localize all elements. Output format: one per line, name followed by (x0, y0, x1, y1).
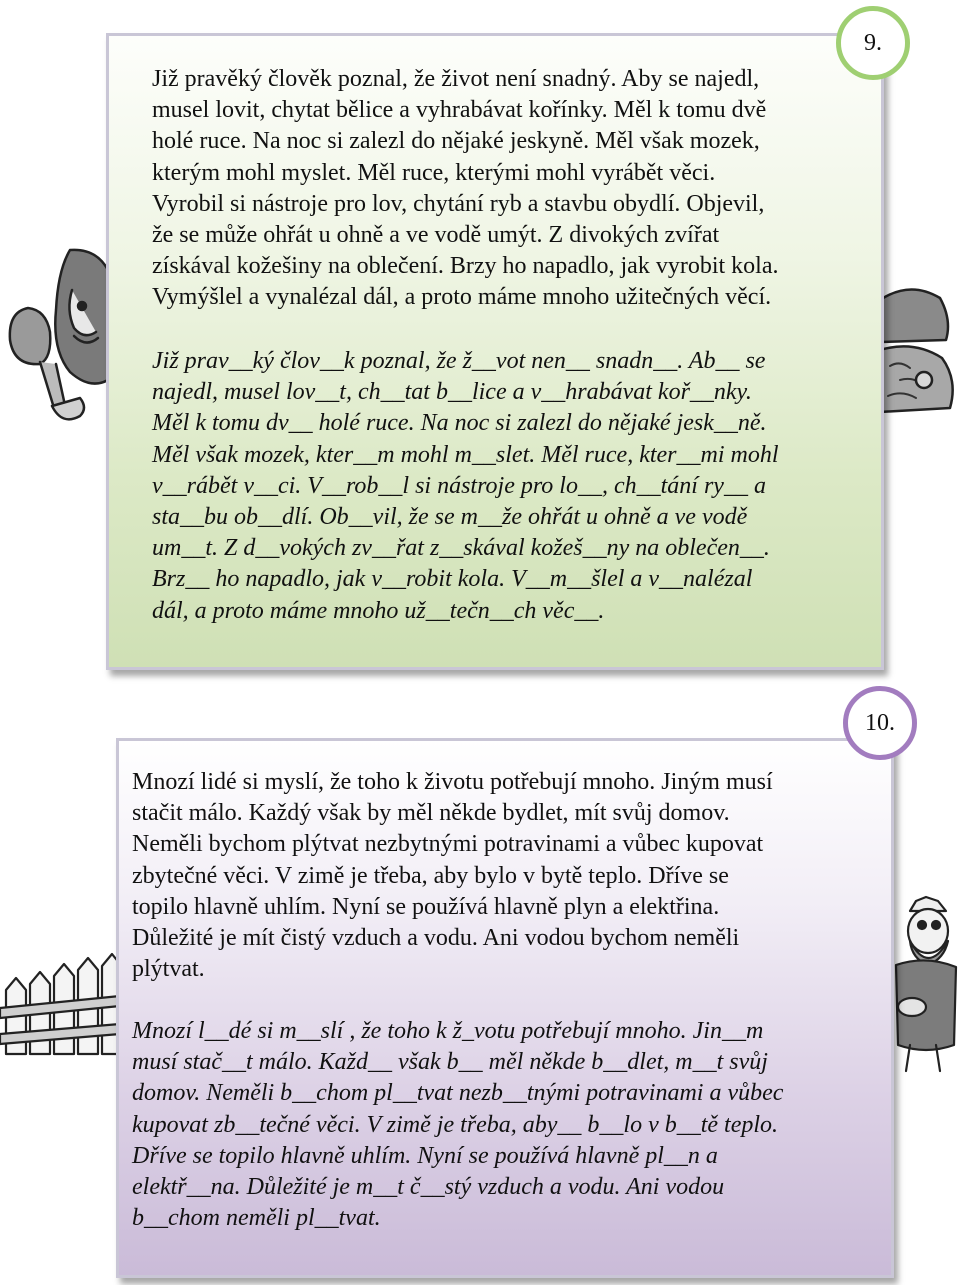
gap-line: najedl, musel lov__t, ch__tat b__lice a v__hrabávat koř__nky. (152, 379, 752, 406)
gap-line: Mnozí l__dé si m__slí , že toho k ž_votu potřebují mnoho. Jin__m (132, 1018, 764, 1044)
gap-line: Brz__ ho napadlo, jak v__robit kola. V__m__šlel a v__nalézal (152, 566, 753, 593)
text-line: že se může ohřát u ohně a ve vodě umýt. Z divokých zvířat (152, 222, 720, 249)
text-line: Důležité je mít čistý vzduch a vodu. Ani vodou bychom neměli (132, 925, 740, 952)
gap-line: Měl však mozek, kter__m mohl m__slet. Měl ruce, kter__mi mohl (152, 441, 779, 468)
gap-line: sta__bu ob__dlí. Ob__vil, že se m__že ohřát u ohně a ve vodě (152, 504, 748, 531)
text-line: kterým mohl myslet. Měl ruce, kterými mohl vyrábět věci. (152, 159, 716, 186)
exercise-10-card (116, 738, 894, 1278)
gap-line: kupovat zb__tečné věci. V zimě je třeba, aby__ b__lo v b__tě teplo. (132, 1111, 779, 1138)
gap-line: domov. Neměli b__chom pl__tvat nezb__tnými potravinami a vůbec (132, 1080, 784, 1107)
exercise-9-text (152, 64, 778, 314)
gap-line: dál, a proto máme mnoho už__tečn__ch věc__. (152, 597, 605, 624)
gap-line: musí stač__t málo. Každ__ však b__ měl někde b__dlet, m__t svůj (132, 1049, 768, 1076)
text-line: Již pravěký člověk poznal, že život není snadný. Aby se najedl, (152, 66, 760, 92)
exercise-10-gap-fill (132, 1016, 783, 1234)
text-line: Neměli bychom plýtvat nezbytnými potravinami a vůbec kupovat (132, 831, 764, 858)
wooden-fence-illustration (0, 950, 120, 1060)
gap-line: b__chom neměli pl__tvat. (132, 1205, 381, 1232)
exercise-10-number-badge: 10. (843, 686, 917, 760)
exercise-9-card (106, 33, 884, 670)
exercise-9-number-badge: 9. (836, 6, 910, 80)
gap-line: Již prav__ký člov__k poznal, že ž__vot nen__ snadn__. Ab__ se (152, 348, 766, 374)
caveman-with-club-illustration (0, 240, 112, 430)
text-line: Mnozí lidé si myslí, že toho k životu potřebují mnoho. Jiným musí (132, 769, 773, 795)
text-line: plýtvat. (132, 956, 205, 983)
text-line: Vymýšlel a vynalézal dál, a proto máme mnoho užitečných věcí. (152, 284, 772, 311)
text-line: zbytečné věci. V zimě je třeba, aby bylo v bytě teplo. Dříve se (132, 862, 729, 889)
text-line: holé ruce. Na noc si zalezl do nějaké jeskyně. Měl však mozek, (152, 128, 760, 155)
exercise-10-text (132, 767, 773, 985)
gap-line: Měl k tomu dv__ holé ruce. Na noc si zalezl do nějaké jesk__ně. (152, 410, 767, 437)
sitting-caveman-illustration (880, 280, 960, 420)
gap-line: v__rábět v__ci. V__rob__l si nástroje pro lo__, ch__tání ry__ a (152, 472, 766, 499)
bearded-old-man-illustration (890, 895, 960, 1075)
gap-line: elektř__na. Důležité je m__t č__stý vzduch a vodu. Ani vodou (132, 1174, 725, 1201)
text-line: topilo hlavně uhlím. Nyní se používá hlavně plyn a elektřina. (132, 893, 720, 920)
exercise-9-gap-fill (152, 346, 779, 627)
gap-line: Dříve se topilo hlavně uhlím. Nyní se používá hlavně pl__n a (132, 1142, 718, 1169)
text-line: získával kožešiny na oblečení. Brzy ho napadlo, jak vyrobit kola. (152, 253, 779, 280)
text-line: stačit málo. Každý však by měl někde bydlet, mít svůj domov. (132, 800, 730, 827)
text-line: Vyrobil si nástroje pro lov, chytání ryb a stavbu obydlí. Objevil, (152, 190, 765, 217)
gap-line: um__t. Z d__vokých zv__řat z__skával kožeš__ny na oblečen__. (152, 535, 770, 562)
text-line: musel lovit, chytat bělice a vyhrabávat kořínky. Měl k tomu dvě (152, 97, 767, 124)
